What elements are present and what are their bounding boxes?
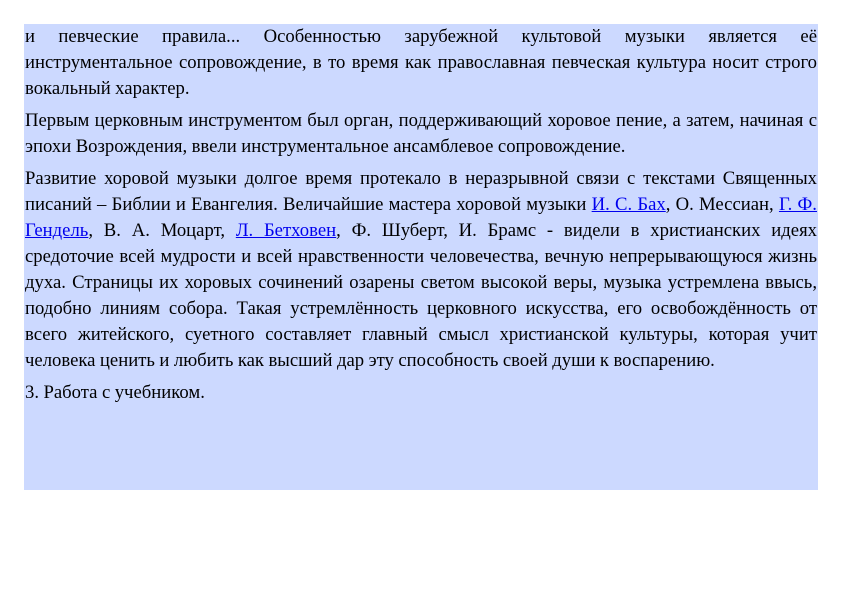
paragraph-choral-text-1: Развитие хоровой музыки долгое время протекало в неразрывной связи с текстами Священных писаний – Библии и Евангелия. Величайшие мастера хоровой музыки [25,168,817,215]
link-bach[interactable]: И. С. Бах [591,194,666,215]
paragraph-textbook-task: 3. Работа с учебником. [25,382,205,403]
link-beethoven[interactable]: Л. Бетховен [235,220,337,241]
paragraph-choral-text-3: , В. А. Моцарт, [88,220,236,241]
link-handel[interactable]: Г. Ф. Гендель [25,194,817,241]
paragraph-choral-text-2: , О. Мессиан, [665,194,779,215]
highlighted-text-block [24,24,818,490]
paragraph-organ: Первым церковным инструментом был орган, поддерживающий хоровое пение, а затем, начиная с эпохи Возрождения, ввели инструментальное ансамблевое сопровождение. [25,110,817,157]
paragraph-choral-text-4: , Ф. Шуберт, И. Брамс - видели в христианских идеях средоточие всей мудрости и всей нравственности человечества, вечную непрерывающуюся жизнь духа. Страницы их хоровых сочинений озарены светом высокой веры, музыка устремлена ввысь, подобно линиям собора. Такая устремлённость церковного искусства, его освобождённость от всего житейского, суетного составляет главный смысл христианской культуры, которая учит человека ценить и любить как высший дар эту способность своей души к воспарению. [25,220,818,371]
paragraph-choral-music [25,166,817,374]
paragraph-vocal-tradition: и певческие правила... Особенностью зарубежной культовой музыки является её инструментальное сопровождение, в то время как православная певческая культура носит строго вокальный характер. [25,26,817,99]
